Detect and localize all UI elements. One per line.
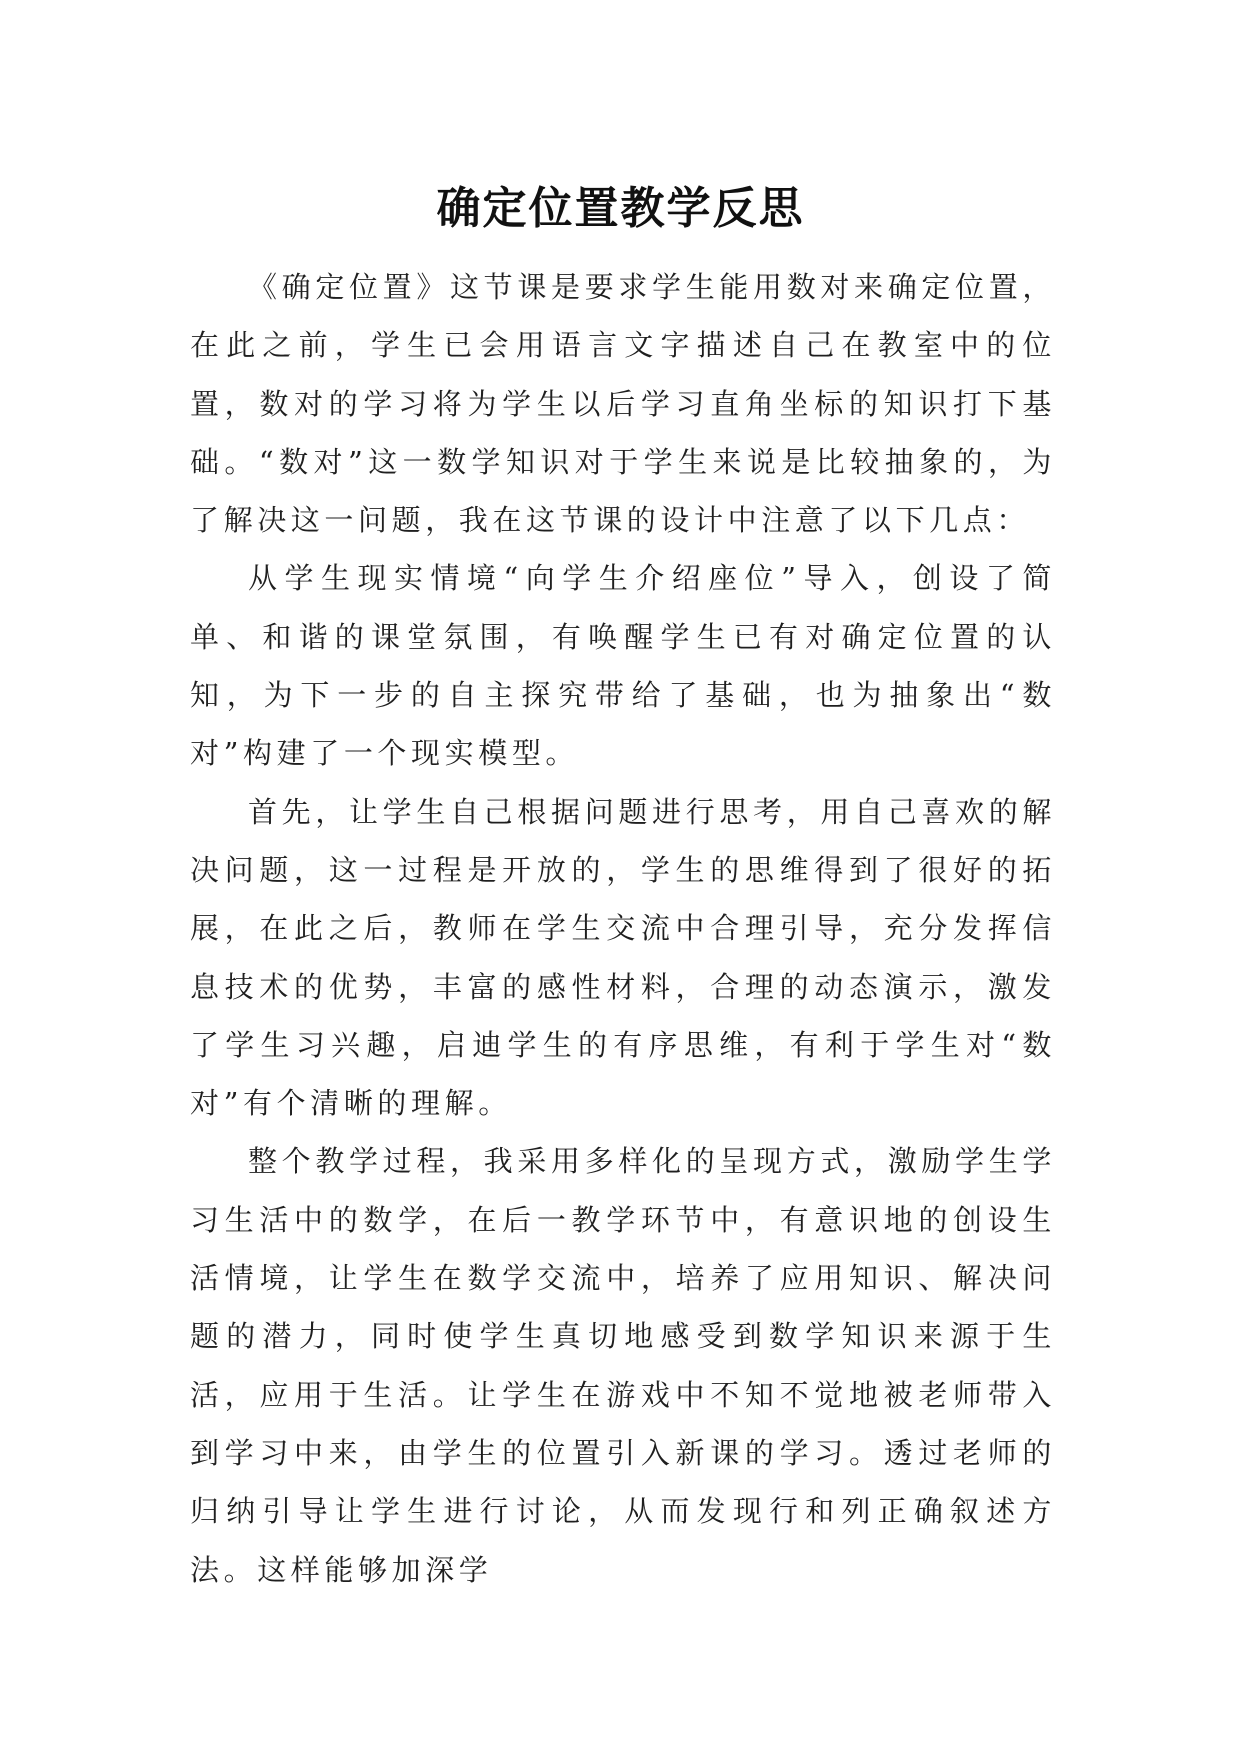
paragraph-3: 首先，让学生自己根据问题进行思考，用自己喜欢的解决问题，这一过程是开放的，学生的思维得到了很好的拓展，在此之后，教师在学生交流中合理引导，充分发挥信息技术的优势，丰富的感性材料，合理的动态演示，激发了学生习兴趣，启迪学生的有序思维，有利于学生对“数对”有个清晰的理解。 <box>190 794 1056 1121</box>
document-body <box>190 258 1056 1599</box>
paragraph-2: 从学生现实情境“向学生介绍座位”导入，创设了简单、和谐的课堂氛围，有唤醒学生已有对确定位置的认知，为下一步的自主探究带给了基础，也为抽象出“数对”构建了一个现实模型。 <box>190 561 1056 771</box>
paragraph-1: 《确定位置》这节课是要求学生能用数对来确定位置，在此之前，学生已会用语言文字描述自己在教室中的位置，数对的学习将为学生以后学习直角坐标的知识打下基础。“数对”这一数学知识对于学生来说是比较抽象的，为了解决这一问题，我在这节课的设计中注意了以下几点： <box>190 270 1056 538</box>
paragraph-4: 整个教学过程，我采用多样化的呈现方式，激励学生学习生活中的数学，在后一教学环节中，有意识地的创设生活情境，让学生在数学交流中，培养了应用知识、解决问题的潜力，同时使学生真切地感受到数学知识来源于生活，应用于生活。让学生在游戏中不知不觉地被老师带入到学习中来，由学生的位置引入新课的学习。透过老师的归纳引导让学生进行讨论，从而发现行和列正确叙述方法。这样能够加深学 <box>190 1144 1056 1587</box>
document-title: 确定位置教学反思 <box>436 183 805 235</box>
